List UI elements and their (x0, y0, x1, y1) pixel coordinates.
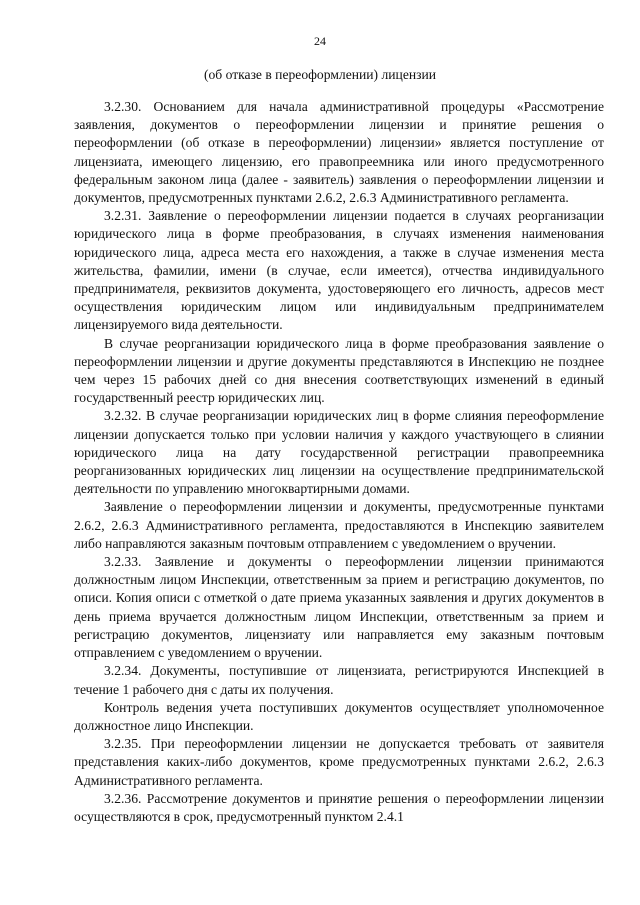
paragraph-application-submission: Заявление о переоформлении лицензии и документы, предусмотренные пунктами 2.6.2, 2.6.3 Административного регламента, предоставляются в Инспекцию заявителем либо направляются заказным почтовым отправлением с уведомлением о вручении. (74, 499, 604, 551)
paragraph-3-2-36: 3.2.36. Рассмотрение документов и принятие решения о переоформлении лицензии осуществляются в срок, предусмотренный пунктом 2.4.1 (74, 790, 604, 824)
paragraph-transformation: В случае реорганизации юридического лица в форме преобразования заявление о переоформлении лицензии и другие документы представляются в Инспекцию не позднее чем через 15 рабочих дней со дня внесения соответствующих изменений в единый государственный реестр юридических лиц. (74, 335, 604, 406)
document-body (74, 98, 604, 826)
section-heading: (об отказе в переоформлении) лицензии (203, 67, 437, 82)
paragraph-3-2-33: 3.2.33. Заявление и документы о переоформлении лицензии принимаются должностным лицом Инспекции, ответственным за прием и регистрацию документов, по описи. Копия описи с отметкой о дате приема указанных заявления и других документов в день приема вручается должностным лицом Инспекции, ответственным за прием и регистрацию документов, лицензиату или направляется ему заказным почтовым отправлением с уведомлением о вручении. (74, 554, 604, 661)
paragraph-3-2-35: 3.2.35. При переоформлении лицензии не допускается требовать от заявителя представления каких-либо документов, кроме предусмотренных пунктами 2.6.2, 2.6.3 Административного регламента. (74, 736, 604, 788)
paragraph-3-2-32: 3.2.32. В случае реорганизации юридических лиц в форме слияния переоформление лицензии допускается только при условии наличия у каждого участвующего в слиянии юридического лица на дату государственной регистрации правопреемника реорганизованных юридических лиц лицензии на осуществление предпринимательской деятельности по управлению многоквартирными домами. (74, 408, 604, 497)
paragraph-3-2-30: 3.2.30. Основанием для начала административной процедуры «Рассмотрение заявления, документов о переоформлении лицензии и принятие решения о переоформлении (об отказе в переоформлении) лицензии» является поступление от лицензиата, имеющего лицензию, его правопреемника или иного предусмотренного федеральным законом лица (далее - заявитель) заявления о переоформлении лицензии и документов, предусмотренных пунктами 2.6.2, 2.6.3 Административного регламента. (74, 99, 604, 206)
paragraph-control: Контроль ведения учета поступивших документов осуществляет уполномоченное должностное лицо Инспекции. (74, 699, 604, 733)
page-number: 24 (314, 34, 326, 48)
paragraph-3-2-31: 3.2.31. Заявление о переоформлении лицензии подается в случаях реорганизации юридического лица в форме преобразования, в случаях изменения наименования юридического лица, адреса места его нахождения, а также в случае изменения места жительства, фамилии, имени (в случае, если имеется), отчества индивидуального предпринимателя, реквизитов документа, удостоверяющего его личность, адресов мест осуществления юридическим лицом или индивидуальным предпринимателем лицензируемого вида деятельности. (74, 208, 604, 333)
paragraph-3-2-34: 3.2.34. Документы, поступившие от лицензиата, регистрируются Инспекцией в течение 1 рабочего дня с даты их получения. (74, 663, 604, 697)
